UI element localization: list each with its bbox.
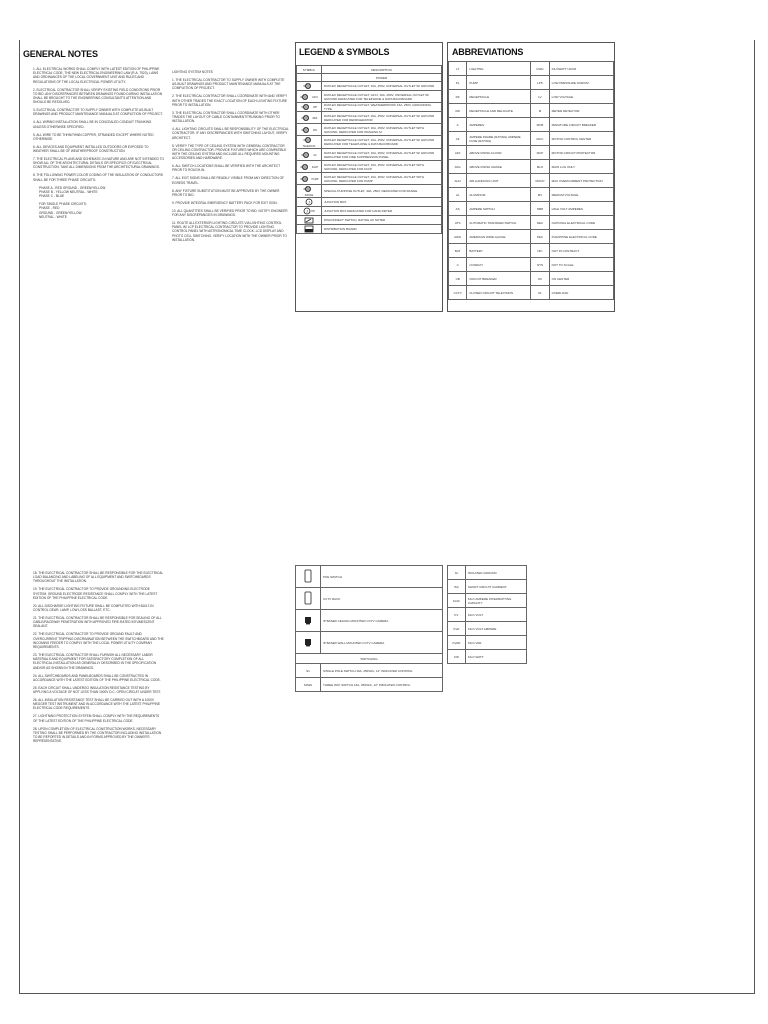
- abbreviation-code: CCTV: [449, 286, 467, 300]
- abbreviation-row: [449, 174, 614, 188]
- note-item: 4. ALL LIGHTING CIRCUITS SHALL BE RESPONSIBILITY OF THE ELECTRICAL CONTRACTOR. IF ANY DISCREPANCIES WITH SWITCHING LAYOUT, VERIFY ARCHITECT.: [172, 127, 289, 140]
- phase-color-line: FOR SINGLE PHASE CIRCUITS:: [39, 202, 87, 207]
- legend-row: [297, 91, 442, 103]
- abbreviation-meaning: KILO WATT: [465, 650, 526, 664]
- legend-symbol-cell: [297, 112, 322, 124]
- legend-lower-symbol-cell: [296, 588, 321, 610]
- legend-symbol-cell: [297, 103, 322, 112]
- note-item: 20. ALL DISCHARGE LIGHTING FIXTURE SHALL BE COMPLETED WITH BUILT-IN CONTROL GEAR, LAMP, LOW LOSS BALLAST, ETC.: [33, 603, 154, 613]
- abbreviation-meaning: AMPERES: [467, 118, 531, 132]
- note-item: 26. ALL INSULATION RESISTANCE TEST SHALL BE CARRIED OUT WITH A 1000V MEGGER TEST INSTRUMENT AND IN ACCORDANCE WITH THE LATEST PHILIPPINE ELECTRICAL CODE REQUIREMENTS.: [33, 698, 160, 711]
- note-item: 24. ALL SWITCHBOARDS AND PANELBOARDS SHALL BE CONSTRUCTED IN ACCORDANCE WITH THE LATEST EDITION OF THE PHILIPPINE ELECTRICAL CODE.: [33, 673, 161, 682]
- phase-color-line: PHASE C - BLUE: [39, 194, 65, 199]
- general-notes-title: GENERAL NOTES: [23, 49, 98, 59]
- abbreviations-title: ABBREVIATIONS: [452, 47, 524, 57]
- aircon-receptacle-icon: [301, 151, 313, 159]
- legend-description: DUPLEX RECEPTACLE OUTLET, 16A, 250V, UNIVERSAL OUTLET WITH GROUND, DEDICATED FOR FACP: [322, 161, 442, 173]
- distribution-board-icon: [304, 225, 314, 233]
- abbreviation-code: LT: [449, 62, 467, 76]
- legend-symbol-cell: [297, 82, 322, 91]
- legend-lower-row: [296, 632, 443, 654]
- legend-description: DUPLEX RECEPTACLE OUTLET, 16A, 250V, UNIVERSAL OUTLET W/ GROUND: [322, 82, 442, 91]
- abbreviation-row: [449, 132, 614, 146]
- legend-symbol-code: PUMP: [311, 177, 319, 181]
- note-item: 8. THE FOLLOWING POWER COLOR CODING OF THE INSULATION OF CONDUCTORS SHALL BE FOR THREE PHASE CIRCUITS:: [33, 173, 163, 182]
- legend-description: JUNCTION BOX: [322, 198, 442, 207]
- legend-row: [297, 161, 442, 173]
- note-item: 5. ALL WIRE TO BE THHN/THWN COPPER, STRANDED EXCEPT WHERE NOTED OTHERWISE.: [33, 132, 154, 141]
- abbreviation-meaning: MOTOR CONTROL CENTER: [549, 132, 613, 146]
- abbreviation-row: [449, 118, 614, 132]
- abbreviation-row: [449, 216, 614, 230]
- legend-description: DUPLEX RECEPTACLE OUTLET, 16A, 250V, UNIVERSAL OUTLET WITH GROUND, DEDICATED FOR WASHING M.: [322, 124, 442, 136]
- abbreviations-panel: [447, 42, 615, 312]
- abbreviation-meaning: MAIN LUG ONLY: [549, 160, 613, 174]
- general-notes-column-2: [168, 70, 290, 246]
- abbreviation-code: OL: [531, 286, 549, 300]
- abbreviation-meaning: AUTOMATIC TRANSFER SWITCH: [467, 216, 531, 230]
- abbreviation-row: [449, 160, 614, 174]
- abbreviation-lower-row: [448, 566, 527, 580]
- abbreviation-row: [449, 62, 614, 76]
- abbreviation-lower-row: [448, 580, 527, 594]
- note-item: 2. THE ELECTRICAL CONTRACTOR SHALL COORDINATE WITH AND VERIFY WITH OTHER TRADES THE EXACT LOCATION OF EACH LIGHTING FIXTURE PRIOR TO INSTALLATION.: [172, 94, 288, 107]
- abbreviation-lower-row: [448, 622, 527, 636]
- abbreviation-meaning: KILO VOLT: [465, 608, 526, 622]
- weatherproof-receptacle-icon: [301, 103, 313, 111]
- abbreviations-lower-table: [447, 565, 527, 664]
- note-item: 22. THE ELECTRICAL CONTRACTOR TO PROVIDE GROUND FAULT AND OVERCURRENT TRIPPING DISCRIMINATION BETWEEN THE SWITCHBOARD AND THE INCOMING FEEDER TO COMPLY WITH THE LOCAL POWER UTILITY COMPANY REQUIREMENTS.: [33, 632, 164, 650]
- abbreviation-meaning: MAX OVERCURRENT PROTECTION: [549, 174, 613, 188]
- abbreviation-code: KWH: [531, 62, 549, 76]
- legend-description: DUPLEX RECEPTACLE OUTLET, 16A, 250V, UNIVERSAL OUTLET W/ GROUND DEDICATED FOR TELEPHONE & DATA BACKBOARD: [322, 136, 442, 149]
- abbreviation-code: MV: [531, 188, 549, 202]
- abbreviation-meaning: NOT TO SCALE: [549, 258, 613, 272]
- legend-symbol-cell: [297, 185, 322, 198]
- abbreviation-code: CB: [449, 272, 467, 286]
- abbreviation-code: AFF: [449, 146, 467, 160]
- abbreviation-row: [449, 104, 614, 118]
- abbreviation-meaning: KILO AMPERE INTERRUPTING CAPACITY: [465, 594, 526, 608]
- legend-lower-description: POE SWITCH: [321, 566, 443, 588]
- legend-symbol-cell: [297, 91, 322, 103]
- legend-section-power: POWER: [322, 74, 442, 82]
- legend-row: [297, 103, 442, 112]
- legend-symbol-cell: [297, 149, 322, 161]
- abbreviation-code: NEC: [531, 216, 549, 230]
- abbreviation-meaning: BATTERY: [467, 244, 531, 258]
- abbreviation-meaning: OVERLOAD: [549, 286, 613, 300]
- legend-description: DISTRIBUTION BOARD: [322, 225, 442, 234]
- ceiling-camera-icon: [303, 615, 313, 625]
- legend-symbol-code: AC: [313, 153, 317, 157]
- abbreviation-meaning: KILOWATT HOUR: [549, 62, 613, 76]
- abbreviation-code: LV: [531, 90, 549, 104]
- abbreviation-code: AWG: [449, 230, 467, 244]
- abbreviation-code: AHU: [449, 174, 467, 188]
- note-item: 6. ALL SWITCH LOCATIONS SHALL BE VERIFIED WITH THE ARCHITECT PRIOR TO ROUGH-IN.: [172, 164, 281, 173]
- abbreviation-meaning: HIGH VOLT AMPERES: [549, 202, 613, 216]
- abbreviation-code: NIC: [531, 244, 549, 258]
- legend-lower-symbol-cell: [296, 632, 321, 654]
- abbreviation-row: [449, 188, 614, 202]
- note-item: 5. VERIFY THE TYPE OF CEILING SYSTEM WITH GENERAL CONTRACTOR OR CEILING CONTRACTOR. PROVIDE FIXTURES WHICH ARE COMPATIBLE WITH THE CEILING SYSTEM AND INCLUDE ALL REQUIRED MOUNTING ACCESSORIES AND HARDWARE.: [172, 143, 287, 161]
- abbreviation-code: ATS: [449, 216, 467, 230]
- legend-symbol-code: HD: [311, 209, 315, 213]
- legend-row: [297, 185, 442, 198]
- legend-symbol-code: WP: [313, 105, 317, 109]
- abbreviations-table: [448, 61, 614, 300]
- abbreviation-row: [449, 90, 614, 104]
- legend-row: [297, 124, 442, 136]
- abbreviation-code: M: [531, 104, 549, 118]
- legend-power-spacer: [297, 74, 322, 82]
- abbreviation-meaning: CLOSED CIRCUIT TELEVISION: [467, 286, 531, 300]
- note-item: 18. THE ELECTRICAL CONTRACTOR SHALL BE RESPONSIBLE FOR THE ELECTRICAL LOAD BALANCING AND LABELING OF ALL EQUIPMENT AND SWITCHBOARDS THROUGHOUT THE INSTALLATION.: [33, 571, 164, 584]
- abbreviation-code: KVA: [448, 622, 466, 636]
- phase-color-line: GROUND - GREEN/YELLOW: [39, 210, 82, 215]
- legend-description: DUPLEX RECEPTACLE OUTLET, 16A, 250V, UNIVERSAL OUTLET W/ GROUND DEDICATED FOR REFRIGERATOR: [322, 112, 442, 124]
- legend-row: [297, 136, 442, 149]
- range-receptacle-icon: [303, 185, 315, 193]
- abbreviation-meaning: MINIATURE CIRCUIT BREAKER: [549, 118, 613, 132]
- legend-symbol-code: GFCI: [312, 95, 318, 99]
- legend-switch-row: [296, 664, 443, 678]
- svg-text:J: J: [306, 209, 309, 214]
- legend-row: [297, 173, 442, 185]
- legend-description: DUPLEX RECEPTACLE OUTLET, WEATHERPROOF 16A, 250V, GROUNDING TYPE: [322, 103, 442, 112]
- legend-symbol-code: FACP: [311, 165, 319, 169]
- abbreviation-code: MLO: [531, 160, 549, 174]
- legend-row: [297, 216, 442, 225]
- abbreviation-code: NBR: [531, 202, 549, 216]
- abbreviation-lower-row: [448, 636, 527, 650]
- legend-section-switching-row: [296, 654, 443, 664]
- abbreviation-lower-row: [448, 594, 527, 608]
- legend-switch-row: [296, 678, 443, 692]
- abbreviation-row: [449, 76, 614, 90]
- abbreviation-meaning: METER DETECTOR: [549, 104, 613, 118]
- note-item: 28. UPON COMPLETION OF ELECTRICAL CONSTRUCTION WORKS, NECESSARY TESTING SHALL BE PERFORMED BY THE CONTRACTOR INCLUDING INSTALLATION TO BE REPORTED IN DETAILS AND IN FORMS APPROVED BY THE OWNER'S REPRESENTATIVE.: [33, 726, 162, 744]
- legend-description: DUPLEX RECEPTACLE OUTLET, GFCI, 16A, 250V, UNIVERSAL OUTLET W/ GROUND DEDICATED FOR TELEPHONE & DATA BACKBOARD: [322, 91, 442, 103]
- legend-lower-symbol-cell: [296, 566, 321, 588]
- abbreviation-meaning: ALUMINUM: [467, 188, 531, 202]
- legend-symbol-code: WO: [312, 128, 318, 132]
- abbreviation-meaning: LOW PRESSURE SODIUM: [549, 76, 613, 90]
- push-switch-icon: [303, 569, 313, 583]
- abbreviation-meaning: RECEPTACLE: [467, 90, 531, 104]
- duplex-receptacle-icon: [303, 82, 315, 90]
- note-item: 2. ELECTRICAL CONTRACTOR SHALL VERIFY EXISTING FIELD CONDITIONS PRIOR TO BID. ANY DISCREPANCIES BETWEEN DRAWINGS FOUND DURING INSTALLATION SHALL BE BROUGHT TO THE ENGINEERING CONSULTANT'S ATTENTION AND SHOULD BE RESOLVED.: [33, 87, 163, 105]
- note-item: 1. THE ELECTRICAL CONTRACTOR TO SUPPLY OWNER WITH COMPLETE AS-BUILT DRAWINGS AND PRODUCT MAINTENANCE MANUALS AT THE COMPLETION OF PROJECT.: [172, 78, 285, 91]
- phase-color-line: PHASE B - YELLOW NEUTRAL - WHITE: [39, 189, 98, 194]
- abbreviation-code: KV: [448, 608, 466, 622]
- legend-symbol-cell: [297, 207, 322, 216]
- note-item: 1. ALL ELECTRICAL WORKS SHALL COMPLY WITH LATEST EDITION OF PHILIPPINE ELECTRICAL CODE, THE NEW ELECTRICAL ENGINEERING LAW (R.A. 7920), LAWS AND ORDINANCES OF THE LOCAL GOVERNMENT UNIT AND RULES AND REGULATIONS OF THE LOCAL ELECTRICAL POWER UTILITY.: [33, 67, 160, 84]
- facp-receptacle-icon: [300, 163, 312, 171]
- note-item: 6. ALL DEVICES AND EQUIPMENT INSTALLED OUTDOORS OR EXPOSED TO WEATHER SHALL BE OF WEATHERPROOF CONSTRUCTION.: [33, 144, 149, 154]
- switch-code: S3WA: [296, 678, 321, 692]
- legend-title: LEGEND & SYMBOLS: [299, 47, 390, 57]
- junction-box-icon: [305, 198, 313, 206]
- legend-symbol-code: RANGE: [304, 194, 314, 197]
- legend-symbol-cell: [297, 225, 322, 234]
- abbreviation-code: IG: [448, 566, 466, 580]
- abbreviation-row: [449, 244, 614, 258]
- switch-description: SINGLE POLE SWITCH 16A, 250VAC, 12" INDICATED CONTROL: [321, 664, 443, 678]
- note-item: 8. ANY FIXTURE SUBSTITUTION MUST BE APPROVED BY THE OWNER PRIOR TO BID.: [172, 188, 280, 197]
- switch-description: THREE WAY SWITCH 16A, 250VAC, 12" INDICATED CONTROL: [321, 678, 443, 692]
- legend-lower-row: [296, 588, 443, 610]
- abbreviation-code: A: [449, 118, 467, 132]
- abbreviation-meaning: ON CENTER: [549, 272, 613, 286]
- note-item: 9. PROVIDE INTEGRAL EMERGENCY BATTERY PACK FOR EXIT SIGN.: [172, 200, 278, 205]
- abbreviation-code: MCC: [531, 132, 549, 146]
- legend-symbol-cell: [297, 136, 322, 149]
- disconnect-switch-icon: [304, 217, 314, 224]
- note-item: LIGHTING SYSTEM NOTES: [172, 70, 213, 74]
- abbreviation-meaning: RECEPTACLE AND RELOCATE: [467, 104, 531, 118]
- legend-lower-description: IP BASED CEILING MOUNTED CCTV CAMERA: [321, 610, 443, 632]
- abbreviation-meaning: MOTOR CIRCUIT PROTECTOR: [549, 146, 613, 160]
- abbreviation-meaning: PUMP: [467, 76, 531, 90]
- legend-symbol-code: REF: [312, 116, 318, 120]
- abbreviation-meaning: CIRCUIT BREAKER: [467, 272, 531, 286]
- legend-lower-row: [296, 566, 443, 588]
- abbreviation-code: RR: [449, 104, 467, 118]
- abbreviation-row: [449, 258, 614, 272]
- note-item: 10. ALL QUANTITIES SHALL BE VERIFIED PRIOR TO BID. NOTIFY ENGINEER FOR ANY DISCREPANCIES IN DRAWINGS.: [172, 208, 288, 218]
- gfci-receptacle-icon: [300, 93, 312, 101]
- legend-symbols-panel: [295, 42, 443, 312]
- phase-color-line: PHASE A - RED GROUND - GREEN/YELLOW: [39, 185, 106, 190]
- note-item: 3. THE ELECTRICAL CONTRACTOR SHALL COORDINATE WITH OTHER TRADES THE LAYOUT OF CABLE CONTAINMENT/TRUNKING PRIOR TO INSTALLATION.: [172, 110, 280, 124]
- abbreviation-meaning: KILO VAR: [465, 636, 526, 650]
- abbreviation-meaning: CONDUIT: [467, 258, 531, 272]
- abbreviation-meaning: ISOLATED GROUND: [465, 566, 526, 580]
- legend-header-description: DESCRIPTION: [322, 66, 442, 74]
- legend-row: [297, 198, 442, 207]
- note-item: 21. THE ELECTRICAL CONTRACTOR SHALL BE RESPONSIBLE FOR SEALING OF ALL CABLE/RACEWAY PENETRATION WITH APPROVED FIRE-RATED INTUMESCENT SEALANT.: [33, 616, 162, 629]
- abbreviation-meaning: KILO VOLT AMPERE: [465, 622, 526, 636]
- switch-code: S1: [296, 664, 321, 678]
- legend-row: [297, 82, 442, 91]
- note-item: 11. ROUTE ALL EXTERIOR LIGHTING CIRCUITS VIA LIGHTING CONTROL PANEL W/ LCP ELECTRICAL CONTRACTOR TO PROVIDE LIGHTING CONTROL PANEL WITH ASTRONOMICAL TIME CLOCK. LCD DISPLAY AND PHOTO CELL SWITCHING. VERIFY LOCATION WITH THE OWNER PRIOR TO INSTALLATION.: [172, 221, 287, 242]
- abbreviation-code: ISC: [448, 580, 466, 594]
- legend-description: DUPLEX RECEPTACLE OUTLET, 16A, 250V, UNIVERSAL OUTLET W/ GROUND DEDICATED FOR FIRE SUPPRESSION PANEL: [322, 149, 442, 161]
- note-item: 7. THE ELECTRICAL PLANS AND SCHEMATIC IN NATURE AND ARE NOT INTENDED TO SHOW ALL OF THE ARCHITECTURAL DETAILS OR SPECIFICS OF ELECTRICAL CONSTRUCTION. TAKE ALL DIMENSIONS FROM THE ARCHITECTURAL DRAWINGS.: [33, 157, 164, 170]
- legend-symbol-code: TELE/DATA: [302, 145, 316, 148]
- legend-header-symbol: SYMBOL: [297, 66, 322, 74]
- note-item: 3. ELECTRICAL CONTRACTOR TO SUPPLY OWNER WITH COMPLETE AS-BUILT DRAWINGS AND PRODUCT MAINTENANCE MANUALS AT COMPLETION OF PROJECT.: [33, 108, 163, 117]
- legend-symbol-cell: [297, 124, 322, 136]
- phase-color-line: PHASE - RED: [39, 206, 60, 211]
- abbreviation-meaning: ABOVE FINISH FLOOR: [467, 146, 531, 160]
- abbreviation-meaning: PHILIPPINE ELECTRICAL CODE: [549, 230, 613, 244]
- abbreviation-code: AS: [449, 202, 467, 216]
- abbreviation-lower-row: [448, 608, 527, 622]
- abbreviation-row: [449, 230, 614, 244]
- note-item: 23. THE ELECTRICAL CONTRACTOR SHALL FURNISH ALL NECESSARY LABOR MATERIALS AND EQUIPMENT FOR SATISFACTORY COMPLETION OF ALL ELECTRICAL INSTALLATION AS GENERALLY DESCRIBED IN THE SPECIFICATION AND/OR AS SHOWN IN THE DRAWINGS.: [33, 653, 157, 670]
- legend-row: [297, 225, 442, 234]
- abbreviation-code: PL: [449, 76, 467, 90]
- abbreviation-row: [449, 202, 614, 216]
- legend-symbol-cell: [297, 161, 322, 173]
- abbreviation-code: AFG: [449, 160, 467, 174]
- abbreviation-code: C: [449, 258, 467, 272]
- note-item: 19. THE ELECTRICAL CONTRACTOR TO PROVIDE GROUNDING ELECTRODE SYSTEM. GROUND ELECTRODE RESISTANCE SHALL COMPLY WITH THE LATEST EDITION OF THE PHILIPPINE ELECTRICAL CODE.: [33, 587, 158, 600]
- legend-lower-symbol-cell: [296, 610, 321, 632]
- abbreviation-code: KAIC: [448, 594, 466, 608]
- legend-symbol-cell: [297, 198, 322, 207]
- abbreviation-code: AL: [449, 188, 467, 202]
- general-notes-column-1: [29, 67, 164, 219]
- legend-lower-row: [296, 610, 443, 632]
- legend-description: JUNCTION BOX DEDICATED FOR HAND DRYER: [322, 207, 442, 216]
- abbreviation-code: MCB: [531, 118, 549, 132]
- legend-symbol-cell: [297, 173, 322, 185]
- abbreviation-row: [449, 286, 614, 300]
- abbreviation-row: [449, 146, 614, 160]
- abbreviation-row: [449, 272, 614, 286]
- abbreviation-code: PEC: [531, 230, 549, 244]
- washer-receptacle-icon: [301, 126, 313, 134]
- phase-color-line: NEUTRAL - WHITE: [39, 214, 67, 219]
- tele-data-receptacle-icon: [303, 136, 315, 144]
- abbreviation-code: NTS: [531, 258, 549, 272]
- abbreviation-meaning: LIGHTING: [467, 62, 531, 76]
- abbreviation-code: MOCP: [531, 174, 549, 188]
- refrigerator-receptacle-icon: [301, 114, 313, 122]
- abbreviation-code: AF: [449, 132, 467, 146]
- abbreviation-code: RF: [449, 90, 467, 104]
- abbreviation-meaning: NATIONAL ELECTRICAL CODE: [549, 216, 613, 230]
- abbreviation-meaning: SHORT CIRCUIT CURRENT: [465, 580, 526, 594]
- legend-description: DISCONNECT SWITCH, RATING AS NOTED: [322, 216, 442, 225]
- abbreviation-meaning: AMPERE FRAME (RATING) AMPERE FUSE (RATING): [467, 132, 531, 146]
- note-item: 7. ALL EXIT SIGNS SHALL BE READILY VISIBLE FROM ANY DIRECTION OF EGRESS TRAVEL.: [172, 176, 285, 185]
- abbreviation-lower-row: [448, 650, 527, 664]
- note-item: 27. LIGHTNING PROTECTION SYSTEM SHALL COMPLY WITH THE REQUIREMENTS OF THE LATEST EDITION OF THE PHILIPPINE ELECTRICAL CODE.: [33, 714, 160, 723]
- legend-lower-description: IP BASED WALL MOUNTED CCTV CAMERA: [321, 632, 443, 654]
- note-item: 4. ALL WIRING INSTALLATION SHALL BE IN CONCEALED CONDUIT TRUNKING UNLESS OTHERWISE SPECIFIED.: [33, 120, 152, 129]
- svg-text:J: J: [308, 200, 310, 205]
- cctv-rack-icon: [303, 591, 313, 605]
- legend-description: SPECIAL PURPOSE OUTLET, 40A, 250V, DEDICATED FOR RANGE: [322, 185, 442, 198]
- abbreviation-code: KVAR: [448, 636, 466, 650]
- abbreviation-meaning: AMPERE SWITCH: [467, 202, 531, 216]
- legend-lower-description: CCTV RACK: [321, 588, 443, 610]
- general-notes-column-3: [29, 571, 164, 747]
- pump-receptacle-icon: [300, 175, 312, 183]
- abbreviation-meaning: AMERICAN WIRE GAUGE: [467, 230, 531, 244]
- abbreviation-meaning: LOW VOLTAGE: [549, 90, 613, 104]
- abbreviation-code: KW: [448, 650, 466, 664]
- abbreviation-code: LPS: [531, 76, 549, 90]
- legend-row: [297, 112, 442, 124]
- legend-description: DUPLEX RECEPTACLE OUTLET, 16A, 250V, UNIVERSAL OUTLET WITH GROUND, DEDICATED FOR PUMP: [322, 173, 442, 185]
- legend-row: [297, 207, 442, 216]
- legend-table: [296, 65, 442, 234]
- note-item: 25. EACH CIRCUIT SHALL UNDERGO INSULATION RESISTANCE TESTING BY APPLYING A VOLTAGE OF NOT LESS THAN 1000V D.C. OPEN CIRCUIT UNDER TEST.: [33, 685, 162, 695]
- abbreviation-code: OC: [531, 272, 549, 286]
- wall-camera-icon: [303, 637, 313, 647]
- legend-symbol-cell: [297, 216, 322, 225]
- abbreviation-meaning: ABOVE FINISH GRADE: [467, 160, 531, 174]
- abbreviation-meaning: AIR HANDLING UNIT: [467, 174, 531, 188]
- abbreviation-code: MCP: [531, 146, 549, 160]
- legend-section-switching: SWITCHING: [296, 654, 443, 664]
- abbreviation-meaning: NOT IN CONTRACT: [549, 244, 613, 258]
- abbreviation-code: BAT: [449, 244, 467, 258]
- legend-row: [297, 149, 442, 161]
- abbreviation-meaning: MEDIUM VOLTAGE: [549, 188, 613, 202]
- legend-lower-table: [295, 565, 443, 692]
